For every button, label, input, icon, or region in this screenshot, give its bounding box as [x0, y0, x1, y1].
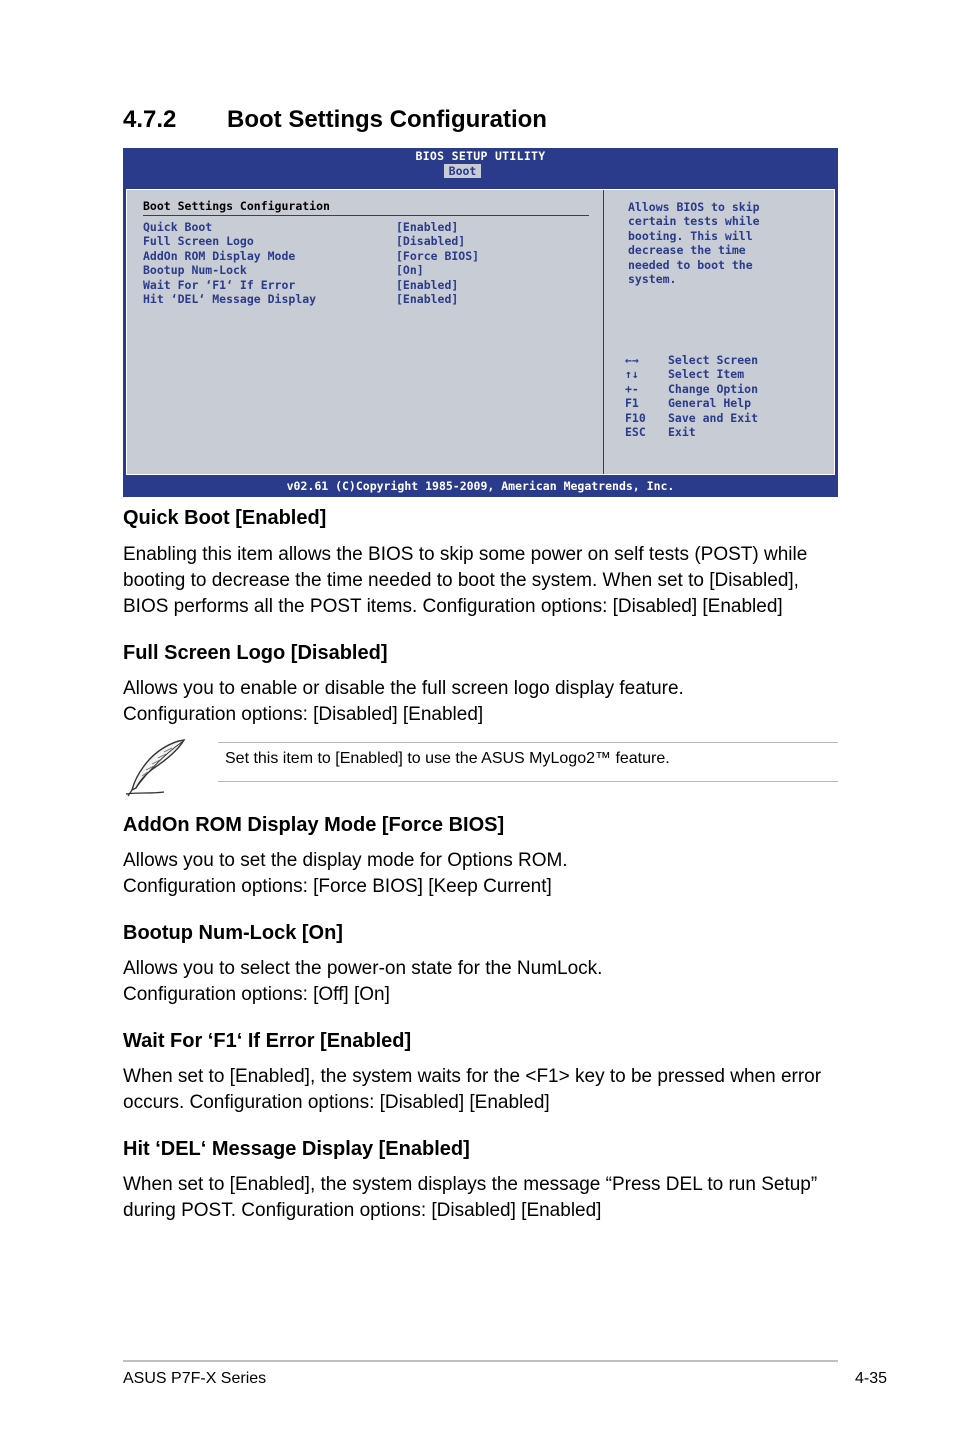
bios-item-value[interactable]: [Enabled] [396, 277, 459, 292]
bios-item-label: Quick Boot [143, 220, 213, 234]
key-arrows-ud-icon: ↑↓ [625, 367, 639, 382]
note-top-rule [218, 742, 838, 743]
paragraph-num-lock [123, 956, 843, 1008]
bios-help-text: Allows BIOS to skip certain tests while booting. This will decrease the time needed to boot the system. [628, 200, 760, 287]
heading-wait-f1: Wait For ‘F1‘ If Error [Enabled] [123, 1030, 412, 1052]
feather-pen-icon [124, 738, 188, 798]
note-bottom-rule [218, 781, 838, 782]
key-legend-row [625, 396, 830, 410]
text-line: occurs. Configuration options: [Disabled] [Enabled] [123, 1092, 550, 1113]
key-legend-row [625, 411, 830, 425]
note-text: Set this item to [Enabled] to use the ASUS MyLogo2™ feature. [225, 750, 670, 767]
key-legend-row [625, 367, 830, 381]
text-line: Configuration options: [Force BIOS] [Keep Current] [123, 876, 552, 897]
bios-item-quick-boot[interactable] [143, 220, 589, 234]
key-esc: ESC [625, 424, 646, 439]
text-line: Configuration options: [Off] [On] [123, 984, 390, 1005]
paragraph-full-screen-logo [123, 676, 843, 728]
section-title-text: Boot Settings Configuration [227, 106, 547, 133]
text-line: Allows you to select the power-on state for the NumLock. [123, 958, 603, 979]
bios-screenshot [123, 148, 838, 497]
bios-tab-boot[interactable]: Boot [444, 164, 481, 178]
bios-item-bootup-num-lock[interactable] [143, 263, 589, 277]
heading-num-lock: Bootup Num-Lock [On] [123, 922, 343, 944]
heading-addon-rom: AddOn ROM Display Mode [Force BIOS] [123, 814, 505, 836]
bios-item-full-screen-logo[interactable] [143, 234, 589, 248]
bios-item-value[interactable]: [Enabled] [396, 291, 459, 306]
heading-full-screen-logo: Full Screen Logo [Disabled] [123, 642, 388, 664]
key-desc: General Help [668, 396, 752, 411]
section-number: 4.7.2 [123, 106, 177, 133]
heading-quick-boot: Quick Boot [Enabled] [123, 507, 327, 529]
key-desc: Change Option [668, 381, 759, 396]
key-desc: Exit [668, 424, 696, 439]
bios-screen-title: Boot Settings Configuration [143, 198, 589, 216]
footer-page-number: 4-35 [854, 1370, 887, 1387]
bios-key-legend [625, 353, 830, 439]
key-desc: Select Screen [668, 353, 759, 367]
text-line: during POST. Configuration options: [Disabled] [Enabled] [123, 1200, 602, 1221]
text-line: booting to decrease the time needed to boot the system. When set to [Disabled], [123, 570, 799, 591]
bios-utility-title: BIOS SETUP UTILITY [415, 149, 546, 163]
key-desc: Save and Exit [668, 410, 759, 425]
bios-item-value[interactable]: [Enabled] [396, 220, 459, 234]
text-line: BIOS performs all the POST items. Configuration options: [Disabled] [Enabled] [123, 596, 783, 617]
bios-body [126, 189, 835, 475]
section-title [123, 106, 547, 134]
key-legend-row [625, 353, 830, 367]
paragraph-wait-f1 [123, 1064, 843, 1116]
text-line: Allows you to enable or disable the full screen logo display feature. [123, 678, 684, 699]
text-line: Configuration options: [Disabled] [Enabled] [123, 704, 484, 725]
paragraph-hit-del [123, 1172, 843, 1224]
bios-item-value[interactable]: [Disabled] [396, 234, 466, 249]
text-line: When set to [Enabled], the system displays the message “Press DEL to run Setup” [123, 1174, 818, 1195]
bios-item-label: Bootup Num-Lock [143, 263, 247, 278]
heading-hit-del: Hit ‘DEL‘ Message Display [Enabled] [123, 1138, 470, 1160]
bios-item-addon-rom-display-mode[interactable] [143, 249, 589, 263]
key-arrows-lr-icon: ←→ [625, 353, 639, 367]
key-desc: Select Item [668, 367, 745, 382]
text-line: When set to [Enabled], the system waits for the <F1> key to be pressed when error [123, 1066, 822, 1087]
paragraph-addon-rom [123, 848, 843, 900]
bios-item-wait-for-f1[interactable] [143, 278, 589, 292]
bios-header [123, 148, 838, 186]
footer-rule [123, 1360, 838, 1362]
key-legend-row [625, 425, 830, 439]
bios-item-hit-del-message[interactable] [143, 292, 589, 306]
paragraph-quick-boot [123, 542, 843, 620]
bios-item-label: Full Screen Logo [143, 234, 254, 249]
key-legend-row [625, 382, 830, 396]
bios-item-label: Wait For ‘F1‘ If Error [143, 277, 296, 292]
key-f1: F1 [625, 396, 639, 411]
bios-settings-panel [127, 190, 604, 474]
text-line: Allows you to set the display mode for Options ROM. [123, 850, 568, 871]
footer-product: ASUS P7F-X Series [123, 1370, 267, 1387]
bios-item-label: Hit ‘DEL‘ Message Display [143, 291, 317, 306]
bios-item-value[interactable]: [On] [396, 263, 424, 278]
key-plus-minus: +- [625, 381, 639, 396]
text-line: Enabling this item allows the BIOS to skip some power on self tests (POST) while [123, 544, 808, 565]
bios-item-label: AddOn ROM Display Mode [143, 248, 296, 263]
key-f10: F10 [625, 410, 646, 425]
bios-copyright: v02.61 (C)Copyright 1985-2009, American Megatrends, Inc. [286, 479, 675, 493]
bios-item-value[interactable]: [Force BIOS] [396, 248, 480, 263]
